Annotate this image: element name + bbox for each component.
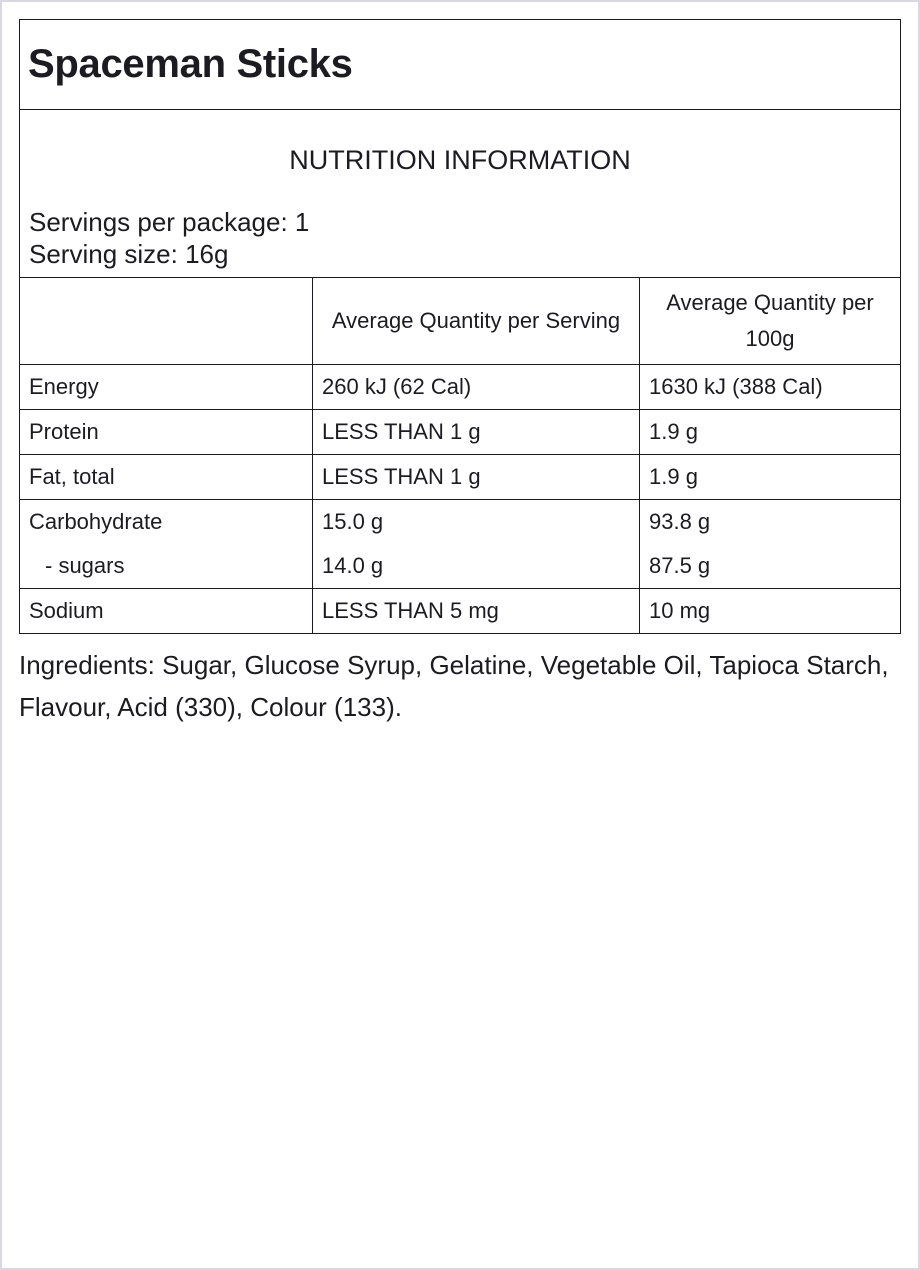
per-serving-value: 15.0 g <box>322 509 384 534</box>
per-100g-value: 1.9 g <box>640 410 901 455</box>
sub-nutrient-name: - sugars <box>45 553 125 578</box>
per-100g-cell <box>640 500 901 589</box>
nutrition-table <box>19 277 901 634</box>
nutrition-info-header <box>19 110 901 277</box>
nutrient-name: Fat, total <box>20 455 313 500</box>
per-serving-value: LESS THAN 1 g <box>313 410 640 455</box>
table-row-carbohydrate <box>20 500 901 589</box>
per-100g-value: 1630 kJ (388 Cal) <box>640 365 901 410</box>
table-row-protein <box>20 410 901 455</box>
nutrient-name: Carbohydrate <box>29 509 163 534</box>
serving-size: Serving size: 16g <box>29 239 229 269</box>
table-row-energy <box>20 365 901 410</box>
sub-per-serving-value: 14.0 g <box>322 553 384 578</box>
nutrient-name: Protein <box>20 410 313 455</box>
serving-info <box>29 206 309 270</box>
per-100g-value: 1.9 g <box>640 455 901 500</box>
nutrient-name: Sodium <box>20 589 313 634</box>
header-nutrient <box>20 278 313 365</box>
table-row-sodium <box>20 589 901 634</box>
per-serving-value: LESS THAN 5 mg <box>313 589 640 634</box>
header-per-serving: Average Quantity per Serving <box>313 278 640 365</box>
table-row-fat <box>20 455 901 500</box>
header-per-100g: Average Quantity per 100g <box>640 278 901 365</box>
sub-per-100g-value: 87.5 g <box>649 553 711 578</box>
table-header-row <box>20 278 901 365</box>
per-serving-value: 260 kJ (62 Cal) <box>313 365 640 410</box>
nutrient-name: Energy <box>20 365 313 410</box>
nutrition-label <box>19 19 901 728</box>
per-serving-cell <box>313 500 640 589</box>
nutrient-name-cell <box>20 500 313 589</box>
per-100g-value: 93.8 g <box>649 509 711 534</box>
per-100g-value: 10 mg <box>640 589 901 634</box>
ingredients-text: Ingredients: Sugar, Glucose Syrup, Gelatine, Vegetable Oil, Tapioca Starch, Flavour, Acid (330), Colour (133). <box>19 650 889 722</box>
nutrition-heading: NUTRITION INFORMATION <box>289 145 631 175</box>
title-box <box>19 19 901 110</box>
per-serving-value: LESS THAN 1 g <box>313 455 640 500</box>
servings-per-package: Servings per package: 1 <box>29 207 310 237</box>
product-title: Spaceman Sticks <box>28 42 353 86</box>
